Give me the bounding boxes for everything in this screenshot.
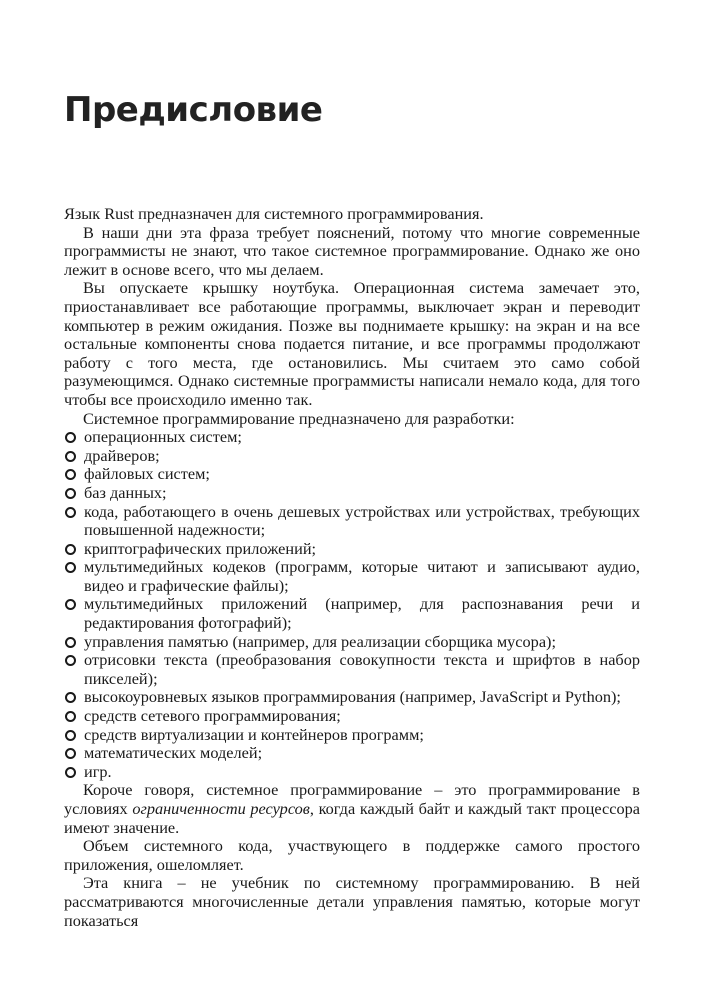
list-item-text: математических моделей; [84, 743, 263, 763]
list-item-text: мультимедийных приложений (например, для распознавания речи и редактирования фотографий); [84, 594, 640, 633]
list-item [64, 726, 640, 745]
circle-bullet-icon [65, 599, 76, 610]
paragraph: Объем системного кода, участвующего в поддержке самого простого приложения, ошеломляет. [64, 836, 640, 874]
list-item-text: высокоуровневых языков программирования (например, JavaScript и Python); [84, 687, 621, 707]
paragraph: Системное программирование предназначено для разработки: [83, 408, 515, 428]
circle-bullet-icon [65, 730, 76, 741]
list-item [64, 595, 640, 632]
list-item [64, 558, 640, 595]
circle-bullet-icon [65, 432, 76, 443]
list-item [64, 447, 640, 466]
circle-bullet-icon [65, 469, 76, 480]
list-item [64, 688, 640, 707]
paragraph: Вы опускаете крышку ноутбука. Операционная система замечает это, приостанавливает все работающие программы, выключает экран и переводит компьютер в режим ожидания. Позже вы поднимаете крышку: на экран и на все остальные компоненты снова подается питание, и все программы продолжают работу с того места, где остановились. Мы считаем это само собой разумеющимся. Однако системные программисты написали немало кода, для того чтобы все происходило именно так. [64, 278, 640, 409]
circle-bullet-icon [65, 637, 76, 648]
circle-bullet-icon [65, 748, 76, 759]
circle-bullet-icon [65, 692, 76, 703]
list-item-text: файловых систем; [84, 464, 210, 484]
list-item-text: средств сетевого программирования; [84, 706, 341, 726]
paragraph: В наши дни эта фраза требует пояснений, потому что многие современные программисты не знают, что такое системное программирование. Однако же оно лежит в основе всего, что мы делаем. [64, 222, 640, 279]
list-item-text: кода, работающего в очень дешевых устройствах или устройствах, требующих повышенной надежности; [84, 501, 640, 540]
list-item [64, 484, 640, 503]
emphasis-text: ограниченности ресурсов [132, 799, 310, 818]
paragraph: Эта книга – не учебник по системному программированию. В ней рассматриваются многочисленные детали управления памятью, которые могут показаться [64, 873, 640, 930]
list-item-text: драйверов; [84, 445, 160, 465]
chapter-body [64, 205, 640, 930]
list-item-text: игр. [84, 761, 112, 781]
list-item [64, 633, 640, 652]
circle-bullet-icon [65, 767, 76, 778]
circle-bullet-icon [65, 711, 76, 722]
circle-bullet-icon [65, 451, 76, 462]
paragraph-text: , когда каждый байт и каждый такт процессора имеют значение. [64, 799, 640, 837]
list-item [64, 744, 640, 763]
list-item-text: мультимедийных кодеков (программ, которые читают и записывают аудио, видео и графические файлы); [84, 557, 640, 595]
list-item-text: баз данных; [84, 482, 167, 502]
circle-bullet-icon [65, 562, 76, 573]
list-item [64, 540, 640, 559]
list-item-text: средств виртуализации и контейнеров программ; [84, 724, 424, 744]
list-item [64, 651, 640, 688]
circle-bullet-icon [65, 488, 76, 499]
paragraph-text: Короче говоря, системное программирование – это программирование в условиях [64, 780, 640, 818]
circle-bullet-icon [65, 507, 76, 518]
list-item [64, 763, 640, 782]
circle-bullet-icon [65, 544, 76, 555]
list-item-text: криптографических приложений; [84, 538, 317, 558]
list-item [64, 428, 640, 447]
list-item [64, 465, 640, 484]
list-item-text: управления памятью (например, для реализации сборщика мусора); [84, 631, 556, 651]
bullet-list [64, 428, 640, 781]
list-item-text: отрисовки текста (преобразования совокупности текста и шрифтов в набор пикселей); [84, 650, 640, 688]
list-item [64, 503, 640, 540]
paragraph [64, 781, 640, 837]
list-item-text: операционных систем; [84, 427, 242, 447]
circle-bullet-icon [65, 655, 76, 666]
chapter-title: Предисловие [64, 90, 323, 130]
paragraph: Язык Rust предназначен для системного программирования. [64, 204, 484, 223]
list-item [64, 707, 640, 726]
